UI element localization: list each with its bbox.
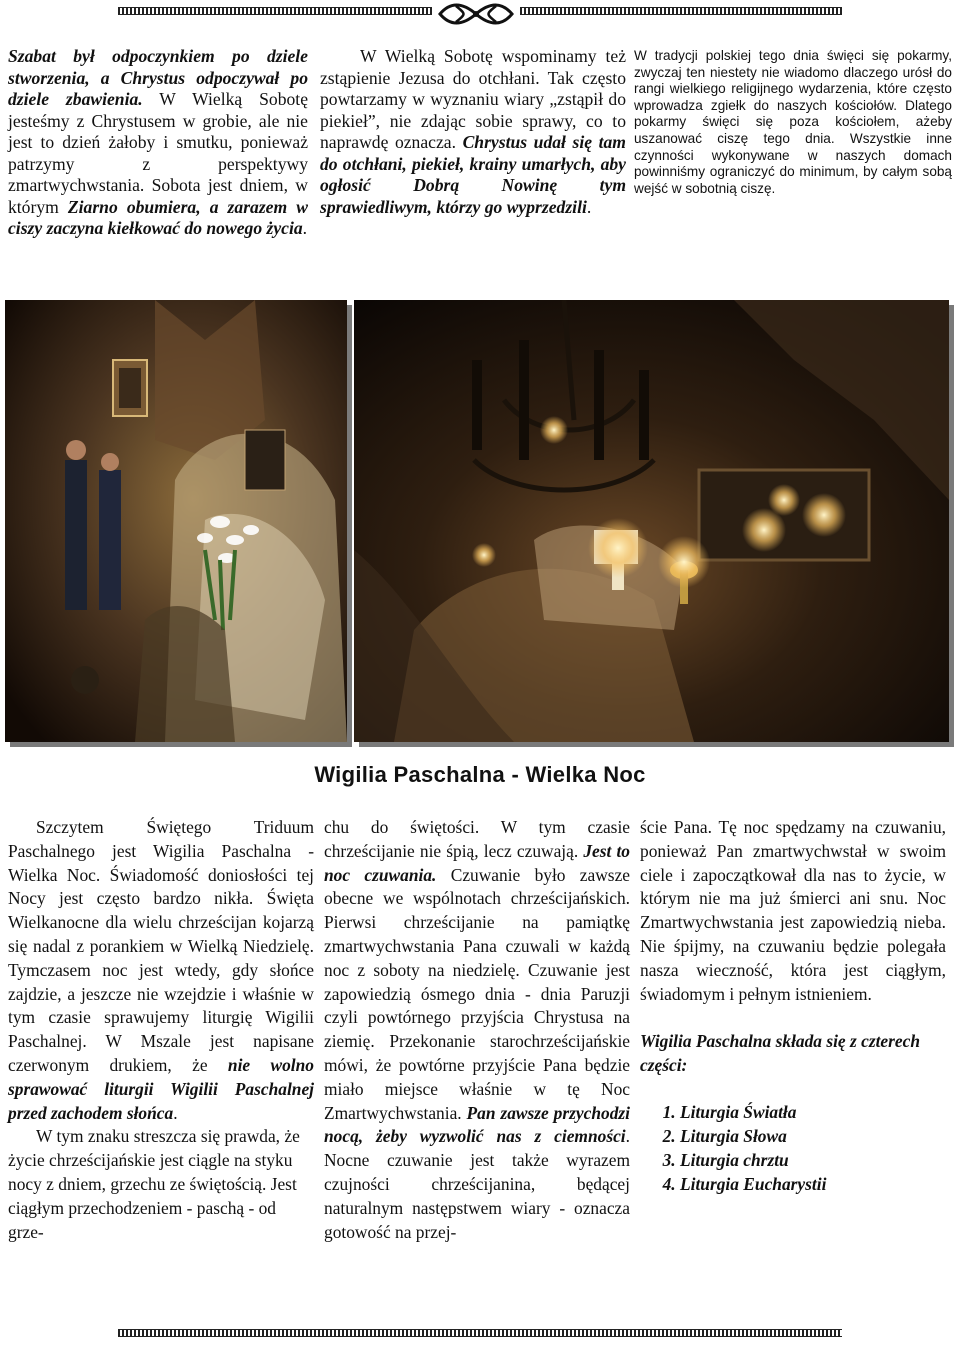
top-column-1 [8, 46, 308, 240]
photo-tomb-candles [354, 300, 949, 742]
top-ornamental-border [0, 4, 960, 16]
lord-comes-at-night: Pan zawsze przychodzi nocą, żeby wyzwolić nas z ciemności [324, 1102, 630, 1147]
list-item: 1. Liturgia Światła [680, 1100, 946, 1124]
parts-intro: Wigilia Paschalna składa się z czterech części: [640, 1031, 921, 1076]
section-heading: Wigilia Paschalna - Wielka Noc [314, 762, 646, 787]
period: . [586, 196, 592, 217]
descent-highlight: Chrystus udał się tam do otchłani, piekieł, krainy umarłych, aby ogłosić Dobrą Nowinę tym sprawiedliwym, którzy go wyprzedzili [320, 132, 626, 217]
tradition-text: W tradycji polskiej tego dnia święci się pokarmy, zwyczaj ten niestety nie wiadomo dlaczego urósł do rangi wielkiego religijnego wydarzenia, które często wprowadza zgiełk do naszych kościołów. Dlatego pokarmy święci się poza kościołem, ażeby uszanować ciszę tego dnia. Wszystkie inne czynności wykonywane w naszych domach powinniśmy ograniczyć do minimum, by całym sobą wejść w sobotnią ciszę. [634, 48, 952, 196]
bottom-ornamental-border [0, 1326, 960, 1338]
top-column-3 [634, 48, 952, 197]
bottom-column-1 [8, 816, 314, 1244]
bottom-column-2 [324, 816, 630, 1244]
holy-saturday-text: W Wielką Sobotę jesteśmy z Chrystusem w grobie, ale nie jest to dzień żałoby i smutku, ponieważ patrzymy z perspektywy zmartwychwstania. Sobota jest dniem, w którym [8, 89, 308, 217]
top-column-2 [320, 46, 626, 218]
vigil-text-c: Czuwanie było zawsze obecne we wspólnotach chrześcijańskich. Pierwsi chrześcijanie na pamiątkę zmartwychwstania Pana czuwali w każdą noc z soboty na niedzielę. Czuwanie jest zapowiedzią ósmego dnia - dnia Paruzji czyli powtórnego przyjścia Chrystusa na ziemię. Przekonanie starochrześcijańskie mówi, że powtórne przyjście Pana będzie miało miejsce właśnie w tę Noc Zmartwychwstania. [324, 864, 631, 1123]
period: . [302, 218, 308, 238]
night-of-watching: Jest to noc czuwania. [324, 840, 631, 885]
list-item: 3. Liturgia chrztu [680, 1148, 946, 1172]
vigil-rule-highlight: nie wolno sprawować liturgii Wigilii Paschalnej przed zachodem słońca [8, 1054, 314, 1123]
photo-tomb-guards [5, 300, 347, 742]
vigil-intro-text: Szczytem Świętego Triduum Paschalnego jest Wigilia Paschalna - Wielka Noc. Świadomość doniosłości tej Nocy jest często bardzo nikła. Święta Wielkanocne dla wielu chrześcijan kojarzą się nadal z porankiem w Wielką Niedzielę. Tymczasem noc jest wtedy, gdy słońce zajdzie, a jeszcze nie wzejdzie i właśnie w tym czasie sprawujemy liturgię Wigilii Paschalnej. W Mszale jest napisane czerwonym drukiem, że [8, 817, 314, 1075]
period: . [173, 1102, 178, 1123]
list-item: 4. Liturgia Eucharystii [680, 1172, 946, 1196]
vigil-parts-list [640, 1100, 946, 1196]
resurrection-text: ście Pana. Tę noc spędzamy na czuwaniu, ponieważ Pan zmartwychwstał w swoim ciele i zapoczątkował dla nas to życie, w którym nie ma już śmierci ani snu. Noc Zmartwychwstania jest zapowiedzią nieba. Nie śpijmy, na czuwaniu będzie polegała nasza wieczność, która jest ciągłym, świadomym i pełnym istnieniem. [640, 817, 946, 1004]
sabbath-intro: Szabat był odpoczynkiem po dziele stworzenia, a Chrystus odpoczywał po dziele zbawienia. [8, 46, 308, 109]
descent-text: W Wielką Sobotę wspominamy też zstąpienie Jezusa do otchłani. Tak często powtarzamy w wyznaniu wiary „zstąpił do piekieł”, nie zdając sobie sprawy, co to naprawdę oznacza. [320, 46, 626, 152]
list-item: 2. Liturgia Słowa [680, 1124, 946, 1148]
vigil-text-a: chu do świętości. W tym czasie chrześcijanie nie śpią, lecz czuwają. [324, 817, 630, 861]
bottom-column-3 [640, 816, 946, 1196]
celtic-knot-ornament-icon [436, 2, 516, 26]
vigil-text-e: . Nocne czuwanie jest także wyrazem czujności chrześcijanina, będącej naturalnym następstwem wiary - oznacza gotowość na przej- [324, 1126, 630, 1242]
seed-phrase: Ziarno obumiera, a zarazem w ciszy zaczyna kiełkować do nowego życia [8, 196, 308, 238]
sign-paragraph: W tym znaku streszcza się prawda, że życie chrześcijańskie jest ciągle na styku nocy z dniem, grzechu ze świętością. Jest ciągłym przechodzeniem - paschą - od grze- [8, 1126, 300, 1242]
